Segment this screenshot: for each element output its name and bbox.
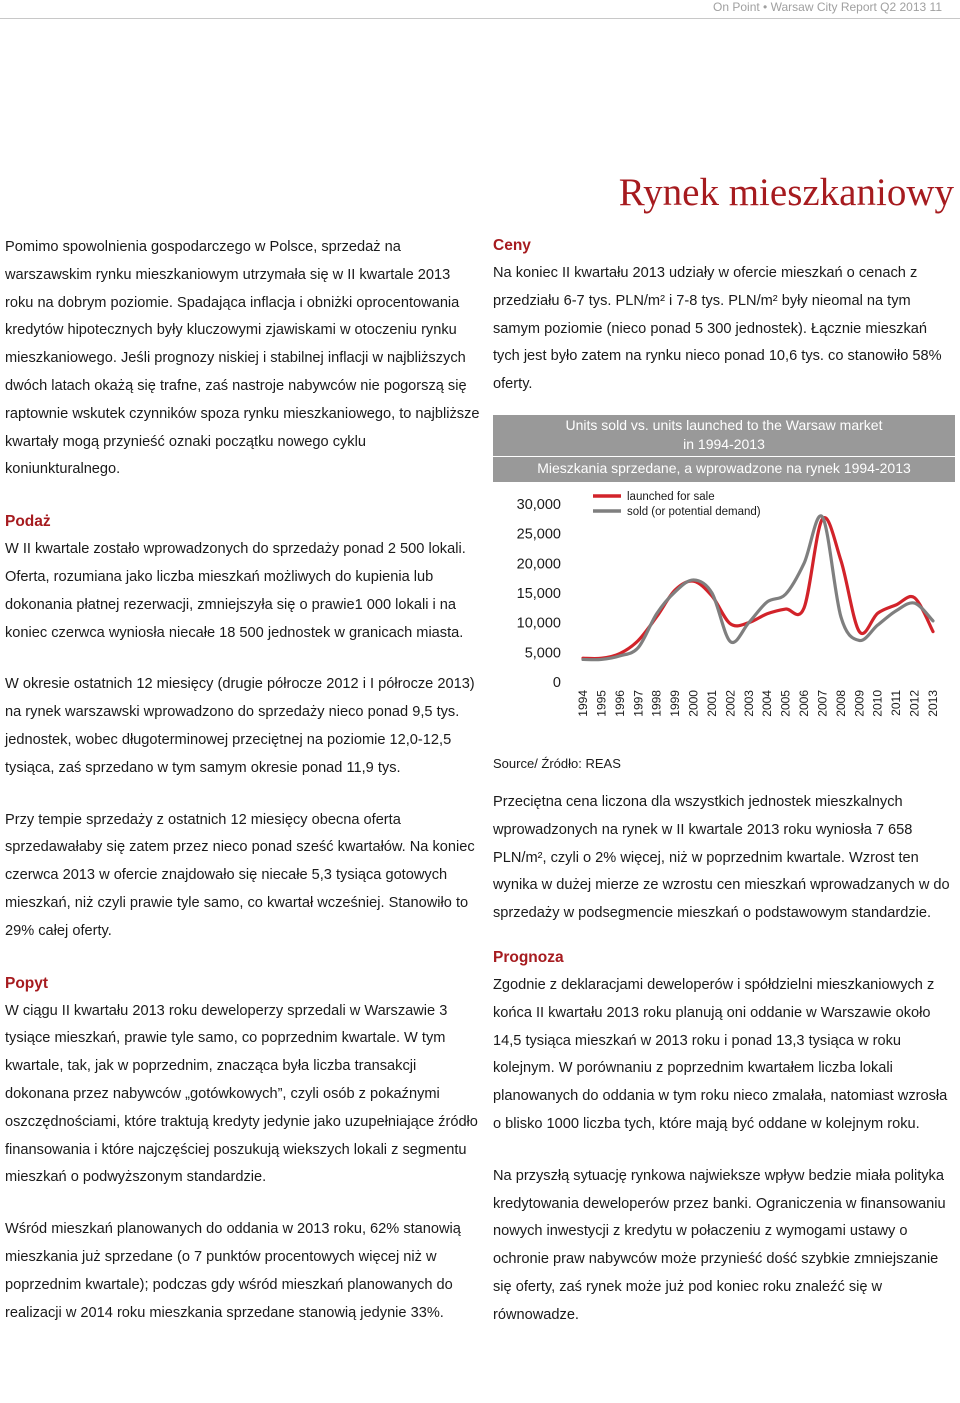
intro-text-a: Pomimo spowolnienia gospodarczego w Polsce, sprzedaż na warszawskim rynku mieszkaniowym utrzymała się w II kwartale 2013 roku na dobrym poziomie. Spadająca inflacja i obniżki oprocentowania kredytów hipotecznych były kluczowymi zjawiskami w otoczeniu rynku mieszkaniowego.: [5, 239, 460, 367]
legend-label: sold (or potential demand): [627, 505, 761, 518]
y-tick-label: 30,000: [516, 496, 561, 513]
x-tick-label: 2001: [704, 689, 719, 717]
x-tick-label: 1998: [649, 689, 664, 717]
ceny-paragraph-1: Na koniec II kwartału 2013 udziały w ofercie mieszkań o cenach z przedziału 6-7 tys. PLN/m² i 7-8 tys. PLN/m² były nieomal na tym samym poziomie (nieco ponad 5 300 jednostek). Łącznie mieszkań tych jest było zatem na rynku nieco ponad 10,6 tys. co stanowiło 58% oferty.: [493, 265, 942, 393]
x-tick-label: 2013: [926, 689, 940, 717]
intro-paragraph: [5, 234, 480, 484]
x-tick-label: 2010: [870, 689, 885, 717]
prognoza-heading: Prognoza: [493, 948, 564, 966]
right-column: [493, 232, 955, 1330]
header-divider: [0, 18, 960, 19]
x-tick-label: 1999: [668, 689, 683, 717]
ceny-paragraph-2: Przeciętna cena liczona dla wszystkich jednostek mieszkalnych wprowadzonych na rynek w II kwartale 2013 roku wyniosła 7 658 PLN/m², czyli o 2% więcej, niż w poprzednim kwartale. Wzrost ten wynika w dużej mierze ze wzrostu cen mieszkań wprowadzanych w do sprzedaży w podsegmencie mieszkań o podstawowym standardzie.: [493, 793, 950, 922]
y-tick-label: 25,000: [516, 526, 561, 543]
chart-title-line-3: Mieszkania sprzedane, a wprowadzone na rynek 1994-2013: [493, 456, 955, 478]
podaz-heading: Podaż: [5, 513, 51, 531]
x-tick-label: 2002: [723, 689, 738, 717]
series-line-sold: [583, 516, 933, 660]
x-tick-label: 2007: [815, 689, 830, 717]
ceny-heading: Ceny: [493, 237, 531, 254]
x-tick-label: 2003: [741, 689, 756, 717]
podaz-paragraph-1: W II kwartale zostało wprowadzonych do sprzedaży ponad 2 500 lokali. Oferta, rozumiana jako liczba mieszkań możliwych do kupienia lub dokonania płatnej rezerwacji, zmniejszyła się o prawie1 000 lokali i na koniec czerwca wyniosła niecałe 18 500 jednostek w granicach miasta.: [5, 541, 466, 641]
x-tick-label: 1995: [594, 689, 609, 717]
y-tick-label: 5,000: [524, 645, 561, 662]
y-tick-label: 10,000: [516, 615, 561, 632]
x-tick-label: 1994: [576, 689, 590, 717]
popyt-paragraph-1: W ciągu II kwartału 2013 roku deweloperzy sprzedali w Warszawie 3 tysiące mieszkań, prawie tyle samo, co poprzednim kwartale. W tym kwartale, tak, jak w poprzednim, znacząca była liczba transakcji dokonana przez nabywców „gotówkowych”, czyli osób z pokaźnymi oszczędnościami, które traktują kredyty jedynie jako uzupełniające źródło finansowania i które najczęściej poszukują wiekszych lokali z segmentu mieszkań o podwyższonym standardzie.: [5, 1002, 478, 1186]
chart-source: Source/ Źródło: REAS: [493, 755, 621, 771]
x-tick-label: 1996: [612, 689, 627, 717]
x-tick-label: 2011: [889, 689, 904, 716]
chart-figure: [493, 415, 955, 773]
y-tick-label: 20,000: [516, 556, 561, 573]
prognoza-paragraph-1: Zgodnie z deklaracjami deweloperów i spółdzielni mieszkaniowych z końca II kwartału 2013 roku planują oni oddanie w Warszawie około 14,5 tysiąca mieszkań w 2013 roku i ponad 13,3 tysiąca w roku kolejnym. W porównaniu z poprzednim kwartałem liczba lokali planowanych do oddania w tym roku nieco zmalała, natomiast wzrosła o blisko 1000 liczba tych, które mają być oddane w kolejnym roku.: [493, 976, 948, 1132]
intro-text-b: Jeśli prognozy niskiej i stabilnej inflacji w najbliższych dwóch latach okażą się trafne, zaś nastroje nabywców nie pogorszą się raptownie wskutek czynników spoza rynku mieszkaniowego, to najbliższe kwartały mogą przynieść oznaki początku nowego cyklu koniunkturalnego.: [5, 350, 480, 478]
x-tick-label: 2006: [797, 689, 812, 717]
legend-label: launched for sale: [627, 490, 715, 503]
chart-title-band: [493, 415, 955, 482]
left-column: [5, 234, 480, 1327]
x-tick-label: 1997: [631, 689, 646, 717]
x-tick-label: 2012: [907, 689, 922, 717]
x-tick-label: 2005: [778, 689, 793, 717]
chart-title-line-2: in 1994-2013: [683, 435, 765, 452]
x-tick-label: 2008: [833, 689, 848, 717]
prognoza-paragraph-2: Na przyszłą sytuację rynkowa najwieksze wpływ bedzie miała polityka kredytowania deweloperów przez banki. Ograniczenia w finansowaniu nowych inwestycji z kredytu w połaczeniu z wymogami ustawy o ochronie praw nabywców może przynieść dość szybkie zmniejszanie się oferty, zaś rynek może już pod koniec roku znaleźć się w równowadze.: [493, 1167, 946, 1323]
y-tick-label: 0: [552, 674, 561, 691]
popyt-heading: Popyt: [5, 974, 49, 992]
podaz-paragraph-2: W okresie ostatnich 12 miesięcy (drugie półrocze 2012 i I półrocze 2013) na rynek warszawski wprowadzono do sprzedaży nieco ponad 9,5 tys. jednostek, wobec długoterminowej przeciętnej na poziomie 12,0-12,5 tysiąca, zaś sprzedano w tym samym okresie ponad 11,9 tys.: [5, 676, 475, 776]
x-tick-label: 2004: [760, 689, 775, 717]
x-tick-label: 2009: [852, 689, 867, 717]
x-tick-label: 2000: [686, 689, 701, 717]
podaz-paragraph-3: Przy tempie sprzedaży z ostatnich 12 miesięcy obecna oferta sprzedawałaby się zatem przez nieco ponad sześć kwartałów. Na koniec czerwca 2013 w ofercie znajdowało się niecałe 5,3 tysiąca gotowych mieszkań, niż czyli prawie tyle samo, co kwartał wcześniej. Stanowiło to 29% całej oferty.: [5, 811, 475, 939]
section-title: Rynek mieszkaniowy: [618, 171, 954, 214]
chart-title-line-1: Units sold vs. units launched to the Warsaw market: [565, 416, 883, 433]
series-line-launched: [583, 518, 933, 659]
line-chart: [493, 482, 955, 757]
popyt-paragraph-2: Wśród mieszkań planowanych do oddania w 2013 roku, 62% stanowią mieszkania już sprzedane (o 7 punktów procentowych więcej niż w poprzednim kwartale); podczas gdy wśród mieszkań planowanych do realizacji w 2014 roku mieszkania sprzedane stanowią jedynie 33%.: [5, 1221, 461, 1321]
running-header: On Point • Warsaw City Report Q2 2013 11: [713, 0, 942, 14]
y-tick-label: 15,000: [516, 585, 561, 602]
